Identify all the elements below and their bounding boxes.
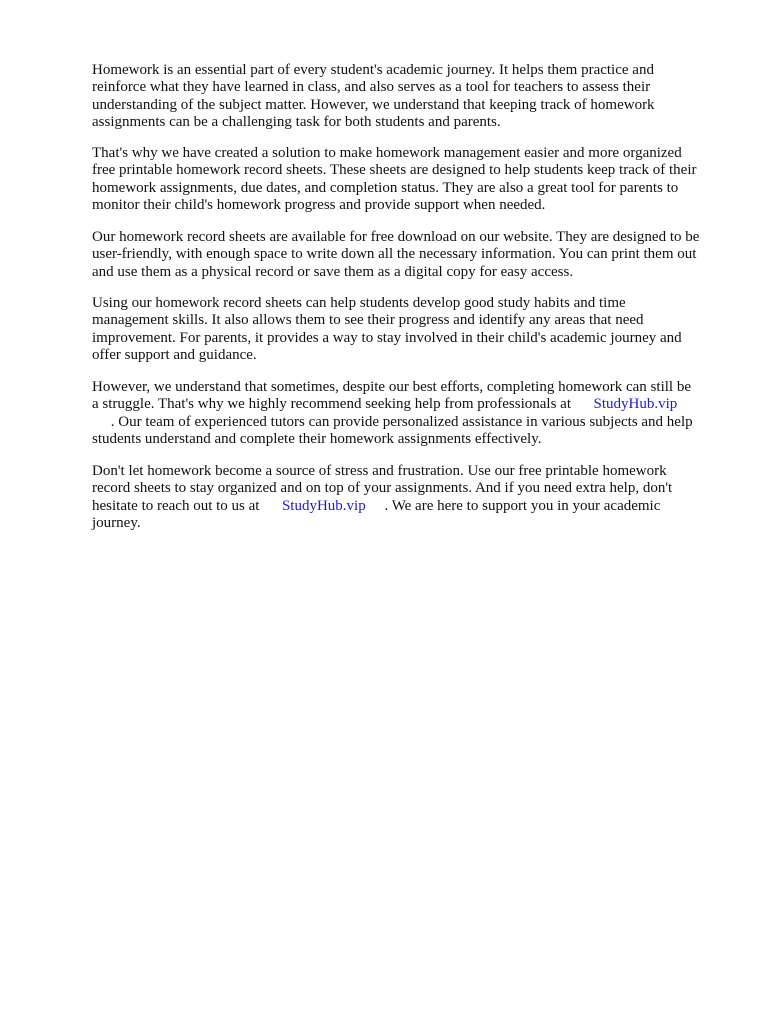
paragraph-closing (92, 463, 724, 532)
text-line: students understand and complete their homework assignments effectively. (92, 430, 542, 447)
paragraph-professional-help (92, 379, 724, 448)
text-line (92, 498, 724, 515)
studyhub-link[interactable]: StudyHub.vip (281, 497, 366, 514)
paragraph-intro (92, 62, 724, 131)
paragraph-solution (92, 145, 724, 214)
paragraph-benefits (92, 295, 724, 364)
text-line: journey. (92, 514, 141, 531)
text-segment: a struggle. That's why we highly recommend seeking help from professionals at (92, 396, 571, 413)
text-line: Using our homework record sheets can help students develop good study habits and time (92, 295, 626, 311)
text-line: homework assignments, due dates, and completion status. They are also a great tool for parents to (92, 179, 679, 196)
text-line: improvement. For parents, it provides a way to stay involved in their child's academic journey and (92, 329, 682, 346)
text-line: That's why we have created a solution to make homework management easier and more organized (92, 145, 682, 161)
text-line: However, we understand that sometimes, despite our best efforts, completing homework can still be (92, 379, 691, 395)
text-line: assignments can be a challenging task for both students and parents. (92, 113, 501, 130)
paragraph-download (92, 229, 724, 281)
text-line: Homework is an essential part of every student's academic journey. It helps them practice and (92, 62, 654, 78)
text-line: Our homework record sheets are available for free download on our website. They are designed to be (92, 229, 700, 245)
text-line (92, 396, 724, 413)
text-line: record sheets to stay organized and on top of your assignments. And if you need extra help, don't (92, 480, 673, 497)
text-line: offer support and guidance. (92, 346, 257, 363)
studyhub-link[interactable]: StudyHub.vip (593, 396, 678, 413)
text-segment: . We are here to support you in your academic (384, 497, 661, 514)
text-line: reinforce what they have learned in class, and also serves as a tool for teachers to assess their (92, 79, 651, 96)
text-segment: hesitate to reach out to us at (92, 497, 260, 514)
text-line: Don't let homework become a source of stress and frustration. Use our free printable homework (92, 463, 667, 479)
text-segment: . Our team of experienced tutors can provide personalized assistance in various subjects and help (110, 413, 693, 430)
text-line: user-friendly, with enough space to write down all the necessary information. You can print them out (92, 246, 697, 263)
text-line: monitor their child's homework progress and provide support when needed. (92, 196, 546, 213)
text-line: management skills. It also allows them to see their progress and identify any areas that need (92, 312, 644, 329)
text-line (92, 414, 724, 431)
text-line: understanding of the subject matter. However, we understand that keeping track of homework (92, 96, 655, 113)
text-line: and use them as a physical record or save them as a digital copy for easy access. (92, 263, 574, 280)
text-line: free printable homework record sheets. These sheets are designed to help students keep track of their (92, 162, 697, 179)
